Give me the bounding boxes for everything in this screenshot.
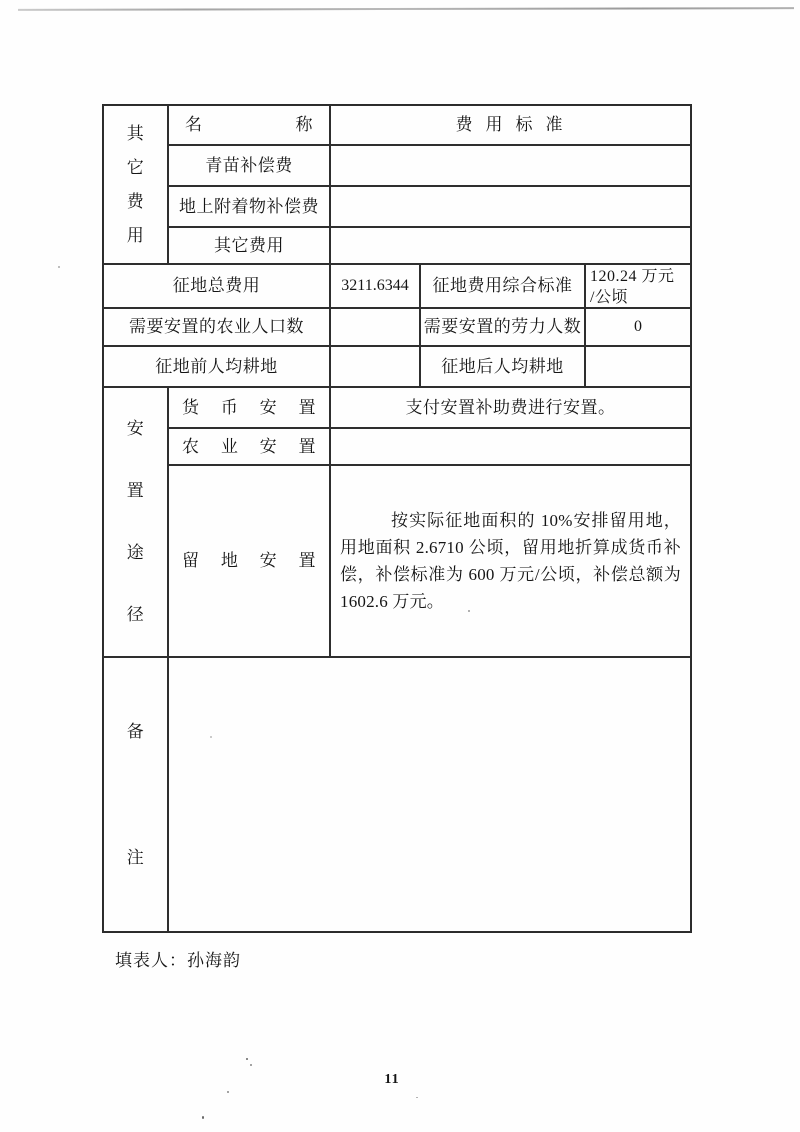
- total-cost-label-cell: [103, 264, 330, 308]
- composite-standard-label: 征地费用综合标准: [432, 276, 573, 296]
- misc-fee-label-cell: [168, 227, 330, 264]
- post-land-label-cell: [420, 346, 585, 387]
- attachments-fee-value-cell: [330, 186, 691, 227]
- agri-population-label: 需要安置的农业人口数: [129, 317, 304, 337]
- land-retention-label-cell: [168, 465, 330, 657]
- labor-count-value: 0: [634, 318, 642, 335]
- land-retention-value-cell: [330, 465, 691, 657]
- fee-standard-header-label: 费用标准: [455, 115, 576, 135]
- misc-fee-label: 其它费用: [214, 235, 284, 255]
- post-land-label: 征地后人均耕地: [441, 356, 564, 376]
- noise-speck: [58, 266, 60, 268]
- noise-speck: [416, 1097, 418, 1098]
- monetary-resettle-label-cell: [168, 387, 330, 428]
- labor-count-label-cell: [420, 308, 585, 346]
- pre-land-label-cell: [103, 346, 330, 387]
- agri-population-label-cell: [103, 308, 330, 346]
- name-header-label: 名称: [185, 115, 313, 135]
- young-crop-fee-label-cell: [168, 145, 330, 186]
- young-crop-fee-label: 青苗补偿费: [205, 155, 293, 175]
- group-char: 安: [126, 419, 145, 439]
- noise-speck: [250, 1064, 252, 1066]
- agri-population-value-cell: [330, 308, 420, 346]
- total-cost-label: 征地总费用: [172, 276, 261, 296]
- group-char: 费: [126, 192, 145, 211]
- group-char: 途: [126, 543, 145, 563]
- total-cost-value: 3211.6344: [341, 277, 409, 294]
- remarks-value-cell: [168, 657, 691, 932]
- scan-artifact-line: [18, 7, 794, 11]
- land-cost-table: [103, 105, 691, 932]
- name-header-cell: [168, 105, 330, 145]
- other-fees-group-cell: [103, 105, 168, 264]
- noise-speck: [210, 736, 212, 738]
- pre-land-value-cell: [330, 346, 420, 387]
- pre-land-label: 征地前人均耕地: [155, 356, 278, 376]
- fee-standard-header-cell: [330, 105, 691, 145]
- attachments-fee-label: 地上附着物补偿费: [179, 196, 319, 216]
- noise-speck: [202, 1116, 204, 1119]
- form-filler-line: 填表人：孙海韵: [115, 951, 241, 970]
- agricultural-resettle-label-cell: [168, 428, 330, 465]
- labor-count-value-cell: [585, 308, 691, 346]
- group-char: 注: [126, 848, 145, 868]
- land-retention-label: 留地安置: [182, 551, 316, 571]
- monetary-resettle-value: 支付安置补助费进行安置。: [405, 397, 616, 417]
- attachments-fee-label-cell: [168, 186, 330, 227]
- agricultural-resettle-value-cell: [330, 428, 691, 465]
- group-char: 置: [126, 481, 145, 501]
- agricultural-resettle-label: 农业安置: [182, 436, 316, 456]
- group-char: 备: [126, 721, 145, 741]
- post-land-value-cell: [585, 346, 691, 387]
- group-char: 它: [126, 157, 145, 177]
- noise-speck: [468, 610, 470, 612]
- composite-standard-label-cell: [420, 264, 585, 308]
- monetary-resettle-label: 货币安置: [182, 397, 316, 417]
- noise-speck: [246, 1058, 248, 1060]
- composite-standard-value-cell: [585, 264, 691, 308]
- misc-fee-value-cell: [330, 227, 691, 264]
- labor-count-label: 需要安置的劳力人数: [423, 317, 582, 337]
- resettlement-group-cell: [103, 387, 168, 657]
- noise-speck: [227, 1091, 229, 1093]
- group-char: 用: [126, 226, 145, 246]
- composite-standard-value-line2: /公顷: [590, 289, 628, 306]
- page-number: 11: [384, 1072, 400, 1087]
- group-char: 径: [126, 605, 145, 625]
- group-char: 其: [126, 123, 145, 143]
- young-crop-fee-value-cell: [330, 145, 691, 186]
- total-cost-value-cell: [330, 264, 420, 308]
- monetary-resettle-value-cell: [330, 387, 691, 428]
- land-retention-value: 按实际征地面积的 10%安排留用地，用地面积 2.6710 公顷，留用地折算成货币补偿，补偿标准为 600 万元/公顷，补偿总额为 1602.6 万元。: [340, 511, 681, 611]
- remarks-group-cell: [103, 657, 168, 932]
- composite-standard-value-line1: 120.24 万元: [590, 268, 675, 285]
